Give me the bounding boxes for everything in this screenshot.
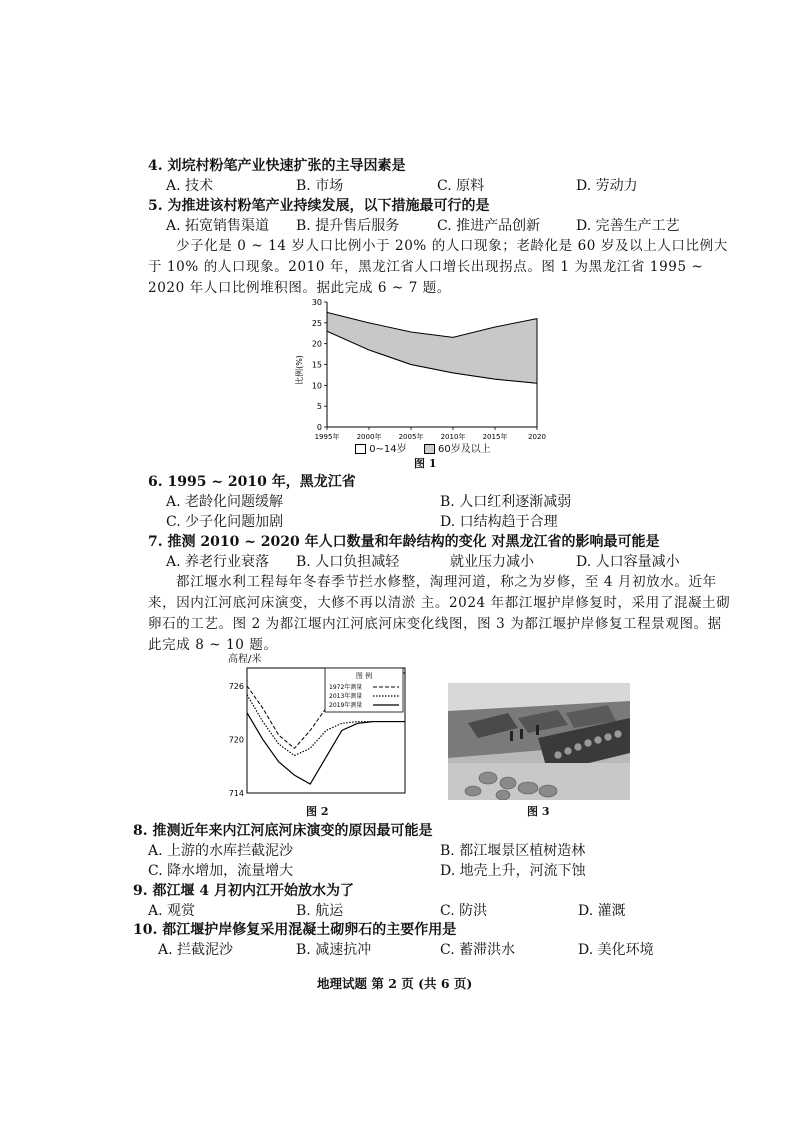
q4-option-c[interactable]: C. 原料 bbox=[437, 178, 485, 194]
page-footer: 地理试题 第 2 页 (共 6 页) bbox=[317, 976, 473, 991]
legend-swatch-0-14 bbox=[355, 444, 366, 454]
figure-1-population-chart bbox=[292, 295, 552, 450]
fig1-xtick-label: 1995年 bbox=[314, 433, 340, 441]
fig2-caption: 图 2 bbox=[306, 805, 329, 818]
fig2-legend-label: 2019年测量 bbox=[329, 702, 363, 709]
fig1-legend-0-14: 0~14岁 bbox=[369, 444, 407, 455]
q9-stem: 9. 都江堰 4 月初内江开始放水为了 bbox=[133, 883, 354, 899]
passage-dujiangyan: 都江堰水利工程每年冬春季节拦水修整，淘理河道，称之为岁修，至 4 月初放水。近年来，因内江河底河床演变，大修不再以清淤 主。2024 年都江堰护岸修复时，采用了混凝土砌卵石的工艺。图 2 为都江堰内江河底河床变化线图，图 3 为都江堰护岸修复工程景观图。据此完成 8 ~ 10 题。 bbox=[148, 574, 731, 653]
fig1-xtick-label: 2000年 bbox=[356, 433, 382, 441]
fig2-legend-label: 2013年测量 bbox=[329, 693, 363, 700]
q7-option-b[interactable]: B. 人口负担减轻 bbox=[296, 554, 400, 570]
q5-option-a[interactable]: A. 拓宽销售渠道 bbox=[166, 218, 270, 234]
q10-option-c[interactable]: C. 蓄滞洪水 bbox=[440, 942, 516, 958]
q8-option-c[interactable]: C. 降水增加，流量增大 bbox=[148, 863, 294, 879]
q4-stem: 4. 刘垸村粉笔产业快速扩张的主导因素是 bbox=[148, 158, 406, 174]
q5-option-b[interactable]: B. 提升售后服务 bbox=[296, 218, 400, 234]
fig1-ytick-label: 30 bbox=[311, 298, 322, 307]
q9-option-c[interactable]: C. 防洪 bbox=[440, 903, 488, 919]
q6-option-a[interactable]: A. 老龄化问题缓解 bbox=[166, 494, 284, 510]
q8-option-d[interactable]: D. 地壳上升，河流下蚀 bbox=[440, 863, 586, 879]
figure-2-riverbed-chart bbox=[225, 663, 410, 801]
legend-swatch-60-plus bbox=[424, 444, 435, 454]
riverbank-repair-photo bbox=[448, 683, 630, 800]
q10-option-b[interactable]: B. 减速抗冲 bbox=[296, 942, 372, 958]
q9-option-a[interactable]: A. 观赏 bbox=[148, 903, 196, 919]
q7-option-c[interactable]: 就业压力减小 bbox=[450, 554, 534, 570]
fig1-ytick-label: 5 bbox=[316, 402, 322, 412]
q9-option-b[interactable]: B. 航运 bbox=[296, 903, 344, 919]
fig1-ytick-label: 20 bbox=[311, 339, 322, 349]
q8-stem: 8. 推测近年来内江河底河床演变的原因最可能是 bbox=[133, 823, 433, 839]
fig1-xtick-label: 2015年 bbox=[482, 433, 508, 441]
q5-option-c[interactable]: C. 推进产品创新 bbox=[437, 218, 541, 234]
fig1-xtick-label: 2020 bbox=[528, 433, 546, 441]
figure-3-photo bbox=[448, 683, 630, 800]
fig1-ytick-label: 25 bbox=[311, 318, 322, 328]
fig3-caption: 图 3 bbox=[527, 805, 550, 818]
q10-option-a[interactable]: A. 拦截泥沙 bbox=[158, 942, 234, 958]
fig1-legend-60-plus: 60岁及以上 bbox=[438, 444, 491, 455]
q8-option-a[interactable]: A. 上游的水库拦截泥沙 bbox=[148, 843, 294, 859]
q7-option-d[interactable]: D. 人口容量减小 bbox=[576, 554, 680, 570]
fig1-legend bbox=[355, 440, 491, 455]
fig1-ytick-label: 10 bbox=[311, 381, 322, 391]
q5-option-d[interactable]: D. 完善生产工艺 bbox=[576, 218, 680, 234]
fig2-legend-title: 图 例 bbox=[355, 672, 373, 680]
fig2-ytick-label: 720 bbox=[228, 735, 244, 745]
fig2-ytick-label: 714 bbox=[228, 789, 244, 798]
q6-option-d[interactable]: D. 口结构趋于合理 bbox=[440, 514, 558, 530]
passage-population: 少子化是 0 ~ 14 岁人口比例小于 20% 的人口现象；老龄化是 60 岁及以上人口比例大于 10% 的人口现象。2010 年，黑龙江省人口增长出现拐点。图 1 为黑龙江省 1995 ~ 2020 年人口比例堆积图。据此完成 6 ~ 7 题。 bbox=[148, 238, 728, 296]
fig2-ytick-label: 726 bbox=[228, 681, 244, 691]
fig1-ytick-label: 15 bbox=[311, 360, 322, 370]
q8-option-b[interactable]: B. 都江堰景区植树造林 bbox=[440, 843, 586, 859]
fig2-legend-label: 1972年测量 bbox=[329, 684, 363, 691]
q5-stem: 5. 为推进该村粉笔产业持续发展，以下措施最可行的是 bbox=[148, 198, 490, 214]
q7-option-a[interactable]: A. 养老行业衰落 bbox=[166, 554, 270, 570]
q10-stem: 10. 都江堰护岸修复采用混凝土砌卵石的主要作用是 bbox=[133, 922, 457, 938]
fig1-ylabel: 比例(%) bbox=[295, 355, 304, 385]
q4-option-d[interactable]: D. 劳动力 bbox=[576, 178, 638, 194]
fig1-caption: 图 1 bbox=[414, 457, 437, 470]
q6-option-b[interactable]: B. 人口红利逐渐减弱 bbox=[440, 494, 572, 510]
q4-option-b[interactable]: B. 市场 bbox=[296, 178, 344, 194]
fig2-ylabel: 高程/米 bbox=[228, 654, 262, 665]
q7-stem: 7. 推测 2010 ~ 2020 年人口数量和年龄结构的变化 对黑龙江省的影响最可能是 bbox=[148, 534, 660, 550]
fig1-ytick-label: 0 bbox=[316, 423, 322, 432]
fig2-line-2019年测量 bbox=[247, 713, 405, 784]
q6-option-c[interactable]: C. 少子化问题加剧 bbox=[166, 514, 284, 530]
fig1-xtick-label: 2010年 bbox=[440, 433, 466, 441]
q9-option-d[interactable]: D. 灌溉 bbox=[578, 903, 626, 919]
q6-stem: 6. 1995 ~ 2010 年，黑龙江省 bbox=[148, 474, 356, 490]
fig1-xtick-label: 2005年 bbox=[398, 433, 424, 441]
q4-option-a[interactable]: A. 技术 bbox=[166, 178, 214, 194]
q10-option-d[interactable]: D. 美化环境 bbox=[578, 942, 654, 958]
